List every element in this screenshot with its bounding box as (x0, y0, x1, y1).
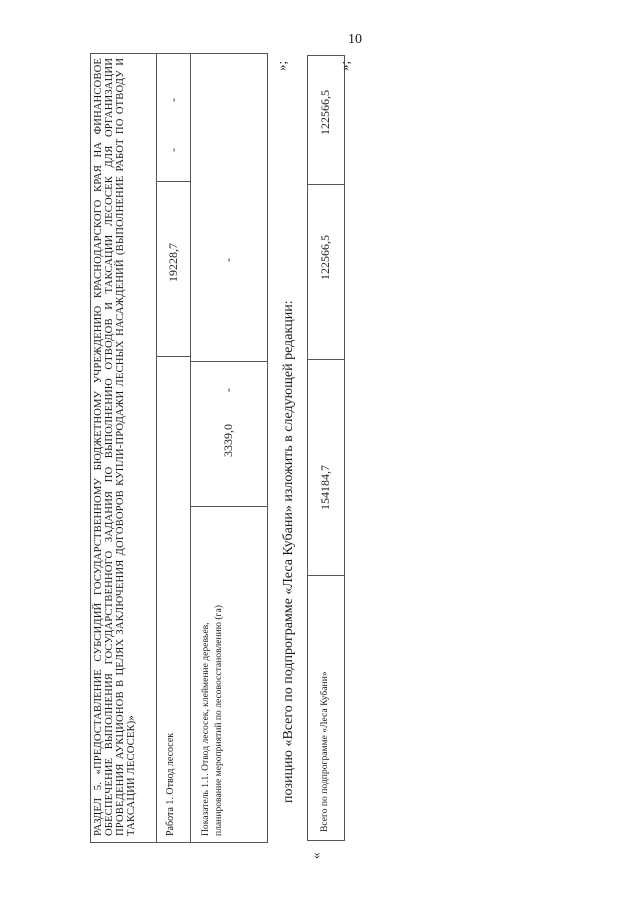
cell-divider (157, 181, 190, 182)
open-mark: « (308, 852, 323, 859)
new-row-value-1: 154184,7 (318, 465, 332, 510)
new-row-closing-mark: »; (337, 60, 352, 71)
indicator-value-2: - (221, 388, 235, 392)
work-label: Работа 1. Отвод лесосек (165, 732, 176, 836)
indicator-value-1: 3339,0 (221, 424, 235, 457)
cell-divider (191, 506, 267, 507)
work-value-total: 19228,7 (166, 243, 180, 282)
cell-divider (308, 184, 344, 185)
closing-mark: »; (274, 60, 289, 71)
cell-divider (157, 356, 190, 357)
rotated-content (90, 53, 352, 859)
indicator-value-3: - (221, 258, 235, 262)
work-row (157, 54, 191, 842)
cell-divider (308, 575, 344, 576)
instruction-text: позицию «Всего по подпрограмме «Леса Кубани» изложить в следующей редакции: (281, 300, 296, 803)
cell-divider (191, 361, 267, 362)
page-number: 10 (348, 32, 362, 47)
work-value-3: - (166, 98, 180, 102)
new-row-value-2: 122566,5 (318, 235, 332, 280)
section-heading: РАЗДЕЛ 5. «ПРЕДОСТАВЛЕНИЕ СУБСИДИЙ ГОСУДАРСТВЕННОМУ БЮДЖЕТНОМУ УЧРЕЖДЕНИЮ КРАСНОДАРСКОГО КРАЯ НА ФИНАНСОВОЕ ОБЕСПЕЧЕНИЕ ВЫПОЛНЕНИЯ ГОСУДАРСТВЕННОГО ЗАДАНИЯ ПО ВЫПОЛНЕНИЮ ОТВОДОВ И ТАКСАЦИИ ЛЕСОСЕК ДЛЯ ОРГАНИЗАЦИИ ПРОВЕДЕНИЯ АУКЦИОНОВ В ЦЕЛЯХ ЗАКЛЮЧЕНИЯ ДОГОВОРОВ КУПЛИ-ПРОДАЖИ ЛЕСНЫХ НАСАЖДЕНИЙ (ВЫПОЛНЕНИЕ РАБОТ ПО ОТВОДУ И ТАКСАЦИИ ЛЕСОСЕК)» (91, 54, 157, 842)
indicator-row (191, 54, 267, 842)
new-row-label: Всего по подпрограмме «Леса Кубани» (319, 671, 330, 832)
new-row-table (307, 55, 345, 841)
cell-divider (308, 359, 344, 360)
section-table (90, 53, 268, 843)
indicator-label: Показатель 1.1. Отвод лесосек, клеймение деревьев, планирование мероприятий по лесовосстановлению (га) (200, 605, 224, 836)
new-row-value-3: 122566,5 (318, 90, 332, 135)
work-value-2: - (166, 148, 180, 152)
